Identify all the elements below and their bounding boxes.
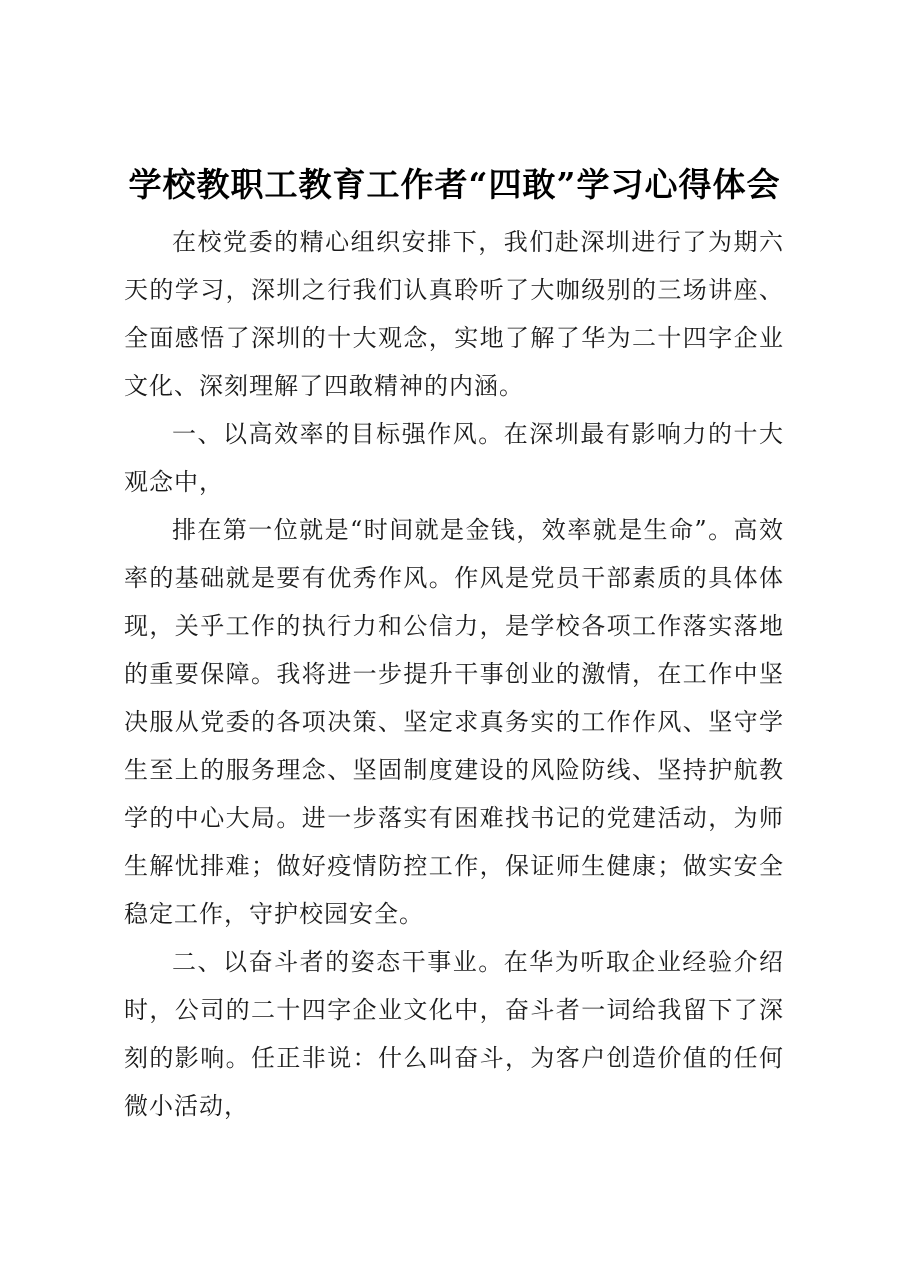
paragraph-section-one-body: 排在第一位就是“时间就是金钱，效率就是生命”。高效率的基础就是要有优秀作风。作风是党员干部素质的具体体现，关乎工作的执行力和公信力，是学校各项工作落实落地的重要保障。我将进一步提升干事创业的激情，在工作中坚决服从党委的各项决策、坚定求真务实的工作作风、坚守学生至上的服务理念、坚固制度建设的风险防线、坚持护航教学的中心大局。进一步落实有困难找书记的党建活动，为师生解忧排难；做好疫情防控工作，保证师生健康；做实安全稳定工作，守护校园安全。 xyxy=(124,516,784,928)
paragraph-section-two: 二、以奋斗者的姿态干事业。在华为听取企业经验介绍时，公司的二十四字企业文化中，奋斗者一词给我留下了深刻的影响。任正非说：什么叫奋斗，为客户创造价值的任何微小活动， xyxy=(124,948,784,1120)
paragraph-section-one-heading: 一、以高效率的目标强作风。在深圳最有影响力的十大观念中， xyxy=(124,420,784,496)
paragraph-intro: 在校党委的精心组织安排下，我们赴深圳进行了为期六天的学习，深圳之行我们认真聆听了大咖级别的三场讲座、全面感悟了深圳的十大观念，实地了解了华为二十四字企业文化、深刻理解了四敢精神的内涵。 xyxy=(124,228,784,400)
document-title: 学校教职工教育工作者“四敢”学习心得体会 xyxy=(128,165,781,204)
document-body xyxy=(124,218,784,1130)
